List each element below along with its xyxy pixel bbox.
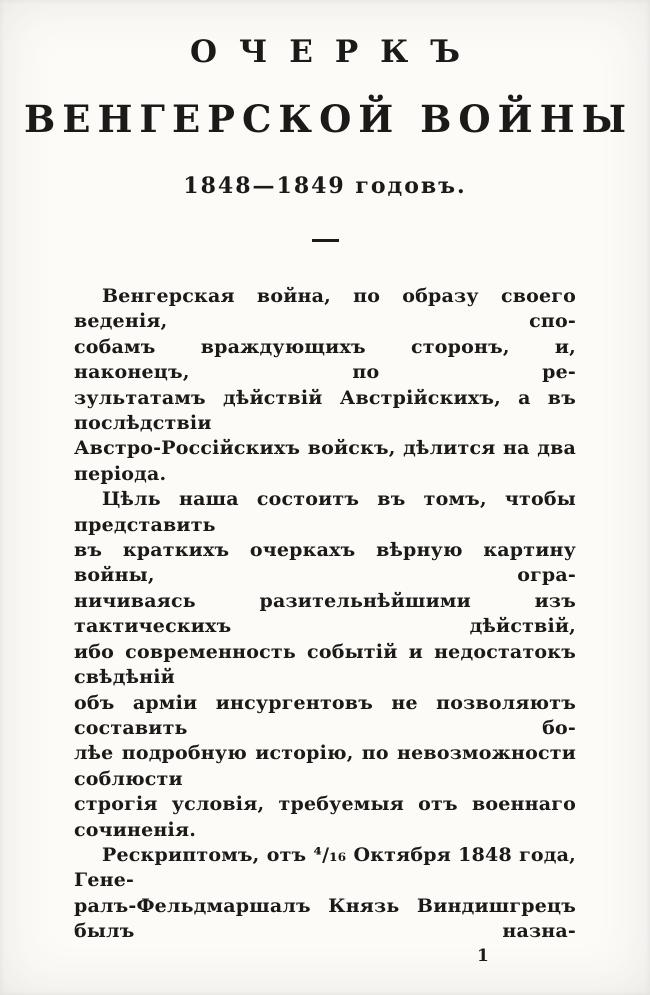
text-line: строгія условія, требуемыя отъ военнаго сочиненія.: [74, 793, 576, 841]
text-line: ничиваясь разительнѣйшими изъ тактическихъ дѣйствій,: [74, 589, 576, 638]
text-line: зультатамъ дѣйствій Австрійскихъ, а въ послѣдствіи: [74, 386, 576, 435]
text-line: Цѣль наша состоитъ въ томъ, чтобы представить: [74, 488, 576, 536]
text-line: ибо современность событій и недостатокъ свѣдѣній: [74, 640, 576, 689]
title-block: [0, 0, 650, 199]
text-line: ралъ-Фельдмаршалъ Князь Виндишгрецъ былъ назна-: [74, 894, 576, 943]
body-text: [74, 284, 576, 945]
text-line: лѣе подробную исторію, по невозможности соблюсти: [74, 742, 576, 790]
paragraph: [74, 487, 576, 843]
page-subtitle: ВЕНГЕРСКОЙ ВОЙНЫ: [23, 97, 634, 141]
text-line: собамъ враждующихъ сторонъ, и, наконецъ, по ре-: [74, 335, 576, 384]
paragraph: [74, 843, 576, 945]
page-number: 1: [477, 945, 489, 966]
text-line: Австро-Россійскихъ войскъ, дѣлится на два періода.: [74, 437, 576, 485]
page-title: ОЧЕРКЪ: [189, 34, 483, 70]
section-divider: [312, 239, 339, 242]
text-line: объ арміи инсургентовъ не позволяютъ составить бо-: [74, 691, 576, 739]
date-line: 1848—1849 годовъ.: [183, 173, 467, 199]
text-line: Венгерская война, по образу своего веденія, спо-: [74, 285, 576, 333]
paragraph: [74, 284, 576, 487]
text-line: въ краткихъ очеркахъ вѣрную картину войны, огра-: [74, 539, 576, 587]
text-line: Рескриптомъ, отъ ⁴/₁₆ Октября 1848 года, Гене-: [74, 843, 576, 892]
